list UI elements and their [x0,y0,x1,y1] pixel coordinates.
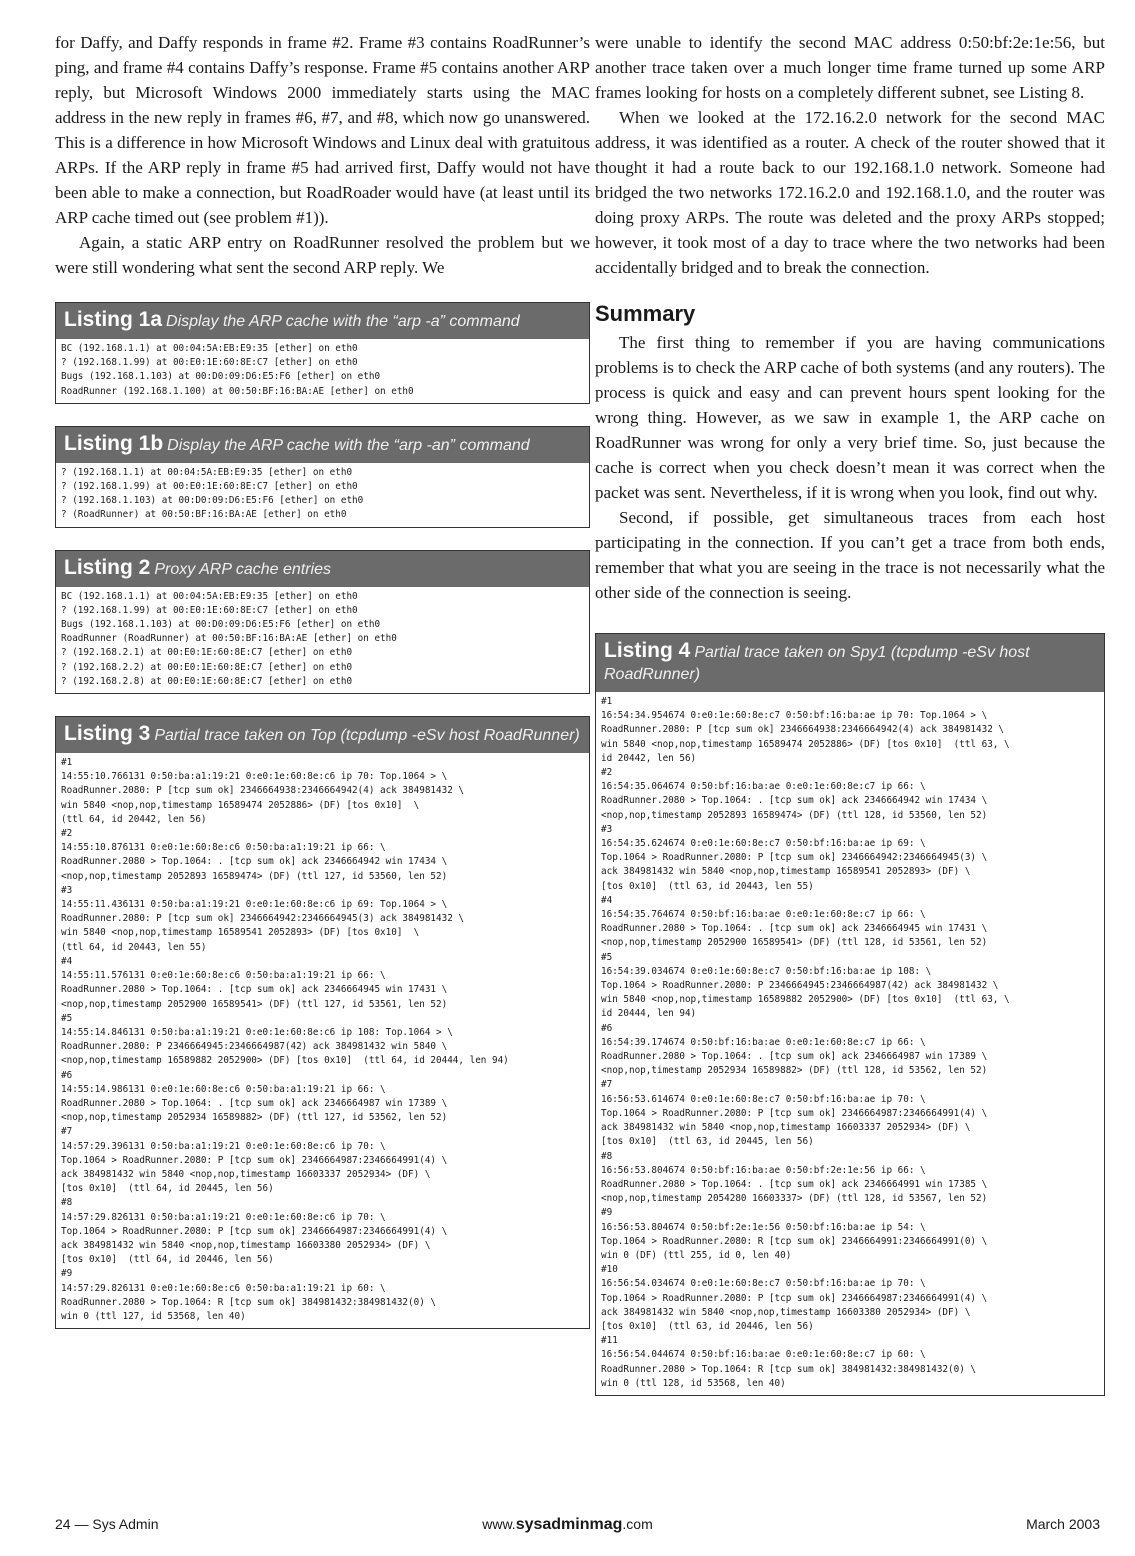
code-line: #6 [601,1022,613,1034]
code-line: 16:54:39.174674 0:50:bf:16:ba:ae 0:e0:1e:60:8e:c7 ip 66: \ [601,1036,926,1048]
code-line: RoadRunner.2080: P 2346664945:2346664987(42) ack 384981432 win 5840 \ [61,1041,448,1053]
code-line: <nop,nop,timestamp 2052934 16589882> (DF) (ttl 127, id 53562, len 52) [61,1112,448,1124]
code-line: #10 [601,1264,618,1276]
listing-number: Listing 3 [64,722,151,746]
code-line: 14:57:29.396131 0:50:ba:a1:19:21 0:e0:1e:60:8e:c6 ip 70: \ [61,1140,386,1152]
code-line: RoadRunner.2080 > Top.1064: R [tcp sum ok] 384981432:384981432(0) \ [601,1363,977,1375]
code-line: ? (192.168.2.2) at 00:E0:1E:60:8E:C7 [ether] on eth0 [61,661,353,673]
summary-heading: Summary [595,301,696,326]
code-line: Top.1064 > RoadRunner.2080: P [tcp sum ok] 2346664987:2346664991(4) \ [601,1107,988,1119]
listing-header [56,551,589,587]
right-column [595,30,1105,1396]
listing-code [56,587,589,693]
code-line: ack 384981432 win 5840 <nop,nop,timestamp 16603380 2052934> (DF) \ [601,1306,971,1318]
listing-1a [55,302,590,404]
code-line: #9 [601,1207,613,1219]
code-line: #5 [601,951,613,963]
code-line: ack 384981432 win 5840 <nop,nop,timestamp 16603380 2052934> (DF) \ [61,1239,431,1251]
listing-header [56,717,589,753]
code-line: #3 [601,823,613,835]
code-line: 14:55:11.436131 0:50:ba:a1:19:21 0:e0:1e:60:8e:c6 ip 69: Top.1064 > \ [61,899,448,911]
left-paragraph-2: Again, a static ARP entry on RoadRunner resolved the problem but we were still wondering what sent the second ARP reply. We [55,233,590,277]
code-line: #4 [601,894,613,906]
code-line: ? (RoadRunner) at 00:50:BF:16:BA:AE [ether] on eth0 [61,509,347,521]
right-paragraph-2: When we looked at the 172.16.2.0 network for the second MAC address, it was identified as a router. A check of the router showed that it thought it had a route back to our 192.168.1.0 network. Someone had bridged the two networks 172.16.2.0 and 192.168.1.0, and the router was doing proxy ARPs. The route was deleted and the proxy ARPs stopped; however, it took most of a day to trace where the two networks had been accidentally bridged and to break the connection. [595,108,1105,277]
code-line: #11 [601,1335,618,1347]
code-line: 16:54:35.064674 0:50:bf:16:ba:ae 0:e0:1e:60:8e:c7 ip 66: \ [601,781,926,793]
code-line: Top.1064 > RoadRunner.2080: P [tcp sum ok] 2346664987:2346664991(4) \ [61,1154,448,1166]
listing-code [56,463,589,527]
right-paragraph-1: were unable to identify the second MAC address 0:50:bf:2e:1e:56, but another trace taken over a much longer time frame turned up some ARP frames looking for hosts on a completely different subnet, see Listing 8. [595,33,1105,102]
code-line: Top.1064 > RoadRunner.2080: P [tcp sum ok] 2346664987:2346664991(4) \ [61,1225,448,1237]
code-line: 16:54:35.764674 0:50:bf:16:ba:ae 0:e0:1e:60:8e:c7 ip 66: \ [601,909,926,921]
listing-1b [55,426,590,528]
summary-paragraph-1: The first thing to remember if you are having communications problems is to check the ARP cache of both systems (and any routers). The process is quick and easy and can prevent hours spent looking for the wrong thing. However, as we saw in example 1, the ARP cache on RoadRunner was wrong for only a very brief time. So, just because the cache is correct when you check doesn’t mean it was correct when the packet was sent. Nevertheless, if it is wrong when you look, find out why. [595,333,1105,502]
listing-title: Display the ARP cache with the “arp -a” command [166,313,520,330]
code-line: <nop,nop,timestamp 2052893 16589474> (DF) (ttl 128, id 53560, len 52) [601,809,988,821]
code-line: Bugs (192.168.1.103) at 00:D0:09:D6:E5:F6 [ether] on eth0 [61,619,381,631]
code-line: RoadRunner.2080 > Top.1064: . [tcp sum ok] ack 2346664945 win 17431 \ [61,984,448,996]
code-line: Top.1064 > RoadRunner.2080: R [tcp sum ok] 2346664991:2346664991(0) \ [601,1235,988,1247]
code-line: win 0 (ttl 128, id 53568, len 40) [601,1377,786,1389]
code-line: RoadRunner.2080 > Top.1064: . [tcp sum ok] ack 2346664987 win 17389 \ [601,1051,988,1063]
code-line: RoadRunner.2080 > Top.1064: R [tcp sum ok] 384981432:384981432(0) \ [61,1296,437,1308]
code-line: 14:55:10.766131 0:50:ba:a1:19:21 0:e0:1e:60:8e:c6 ip 70: Top.1064 > \ [61,771,448,783]
code-line: 16:56:54.044674 0:50:bf:16:ba:ae 0:e0:1e:60:8e:c7 ip 60: \ [601,1349,926,1361]
code-line: <nop,nop,timestamp 2052934 16589882> (DF) (ttl 128, id 53562, len 52) [601,1065,988,1077]
code-line: [tos 0x10] (ttl 64, id 20446, len 56) [61,1254,274,1266]
listing-number: Listing 4 [604,639,691,662]
code-line: win 5840 <nop,nop,timestamp 16589541 2052893> (DF) [tos 0x10] \ [61,927,420,939]
code-line: 16:54:35.624674 0:e0:1e:60:8e:c7 0:50:bf:16:ba:ae ip 69: \ [601,838,926,850]
code-line: ack 384981432 win 5840 <nop,nop,timestamp 16589541 2052893> (DF) \ [601,866,971,878]
code-line: 16:56:54.034674 0:e0:1e:60:8e:c7 0:50:bf:16:ba:ae ip 70: \ [601,1278,926,1290]
code-line: ? (192.168.1.103) at 00:D0:09:D6:E5:F6 [ether] on eth0 [61,495,364,507]
code-line: (ttl 64, id 20443, len 55) [61,941,207,953]
listing-number: Listing 1a [64,308,163,331]
listing-number: Listing 2 [64,555,151,579]
code-line: RoadRunner.2080 > Top.1064: . [tcp sum ok] ack 2346664945 win 17431 \ [601,923,988,935]
code-line: [tos 0x10] (ttl 63, id 20445, len 56) [601,1136,814,1148]
code-line: win 5840 <nop,nop,timestamp 16589474 2052886> (DF) [tos 0x10] \ [61,799,420,811]
code-line: #7 [601,1079,613,1091]
code-line: ? (192.168.1.1) at 00:04:5A:EB:E9:35 [ether] on eth0 [61,466,353,478]
code-line: RoadRunner.2080 > Top.1064: . [tcp sum ok] ack 2346664942 win 17434 \ [601,795,988,807]
listing-title: Partial trace taken on Spy1 (tcpdump -eSv host RoadRunner) [604,644,1030,683]
listing-header [596,634,1104,692]
code-line: 16:54:34.954674 0:e0:1e:60:8e:c7 0:50:bf:16:ba:ae ip 70: Top.1064 > \ [601,710,988,722]
code-line: 16:56:53.804674 0:50:bf:16:ba:ae 0:50:bf:2e:1e:56 ip 66: \ [601,1164,926,1176]
code-line: 16:54:39.034674 0:e0:1e:60:8e:c7 0:50:bf:16:ba:ae ip 108: \ [601,965,932,977]
listing-title: Partial trace taken on Top (tcpdump -eSv host RoadRunner) [154,727,580,745]
code-line: <nop,nop,timestamp 2052893 16589474> (DF) (ttl 127, id 53560, len 52) [61,870,448,882]
code-line: #5 [61,1012,73,1024]
code-line: #2 [601,767,613,779]
footer-date: March 2003 [1026,1516,1100,1532]
code-line: [tos 0x10] (ttl 63, id 20443, len 55) [601,880,814,892]
code-line: [tos 0x10] (ttl 64, id 20445, len 56) [61,1183,274,1195]
code-line: win 0 (DF) (ttl 255, id 0, len 40) [601,1249,792,1261]
code-line: #8 [61,1197,73,1209]
listing-code [596,692,1104,1395]
code-line: ? (192.168.2.1) at 00:E0:1E:60:8E:C7 [ether] on eth0 [61,647,353,659]
left-column [55,30,590,1329]
listing-3 [55,716,590,1329]
code-line: Top.1064 > RoadRunner.2080: P 2346664945:2346664987(42) ack 384981432 \ [601,980,999,992]
code-line: 14:55:14.986131 0:e0:1e:60:8e:c6 0:50:ba:a1:19:21 ip 66: \ [61,1083,386,1095]
code-line: Bugs (192.168.1.103) at 00:D0:09:D6:E5:F6 [ether] on eth0 [61,371,381,383]
url-suffix: .com [622,1516,653,1532]
code-line: id 20442, len 56) [601,752,697,764]
code-line: [tos 0x10] (ttl 63, id 20446, len 56) [601,1320,814,1332]
code-line: BC (192.168.1.1) at 00:04:5A:EB:E9:35 [ether] on eth0 [61,590,358,602]
listing-code [56,339,589,403]
code-line: 14:55:14.846131 0:50:ba:a1:19:21 0:e0:1e:60:8e:c6 ip 108: Top.1064 > \ [61,1026,453,1038]
code-line: ? (192.168.1.99) at 00:E0:1E:60:8E:C7 [ether] on eth0 [61,357,358,369]
code-line: win 5840 <nop,nop,timestamp 16589474 2052886> (DF) [tos 0x10] (ttl 63, \ [601,738,1010,750]
code-line: #7 [61,1126,73,1138]
code-line: #4 [61,955,73,967]
code-line: #1 [601,696,613,707]
code-line: <nop,nop,timestamp 2054280 16603337> (DF) (ttl 128, id 53567, len 52) [601,1193,988,1205]
listing-4 [595,633,1105,1396]
code-line: (ttl 64, id 20442, len 56) [61,813,207,825]
code-line: ack 384981432 win 5840 <nop,nop,timestamp 16603337 2052934> (DF) \ [61,1168,431,1180]
code-line: #6 [61,1069,73,1081]
code-line: RoadRunner.2080 > Top.1064: . [tcp sum ok] ack 2346664987 win 17389 \ [61,1097,448,1109]
code-line: ? (192.168.2.8) at 00:E0:1E:60:8E:C7 [ether] on eth0 [61,675,353,687]
code-line: <nop,nop,timestamp 2052900 16589541> (DF) (ttl 127, id 53561, len 52) [61,998,448,1010]
listing-header [56,427,589,463]
code-line: RoadRunner.2080 > Top.1064: . [tcp sum ok] ack 2346664942 win 17434 \ [61,856,448,868]
code-line: RoadRunner.2080 > Top.1064: . [tcp sum ok] ack 2346664991 win 17385 \ [601,1178,988,1190]
code-line: Top.1064 > RoadRunner.2080: P [tcp sum ok] 2346664987:2346664991(4) \ [601,1292,988,1304]
listing-code [56,753,589,1328]
code-line: ? (192.168.1.99) at 00:E0:1E:60:8E:C7 [ether] on eth0 [61,481,358,493]
url-bold: sysadminmag [515,1516,623,1533]
code-line: RoadRunner.2080: P [tcp sum ok] 2346664938:2346664942(4) ack 384981432 \ [601,724,1004,736]
code-line: 14:57:29.826131 0:50:ba:a1:19:21 0:e0:1e:60:8e:c6 ip 70: \ [61,1211,386,1223]
code-line: RoadRunner (192.168.1.100) at 00:50:BF:16:BA:AE [ether] on eth0 [61,385,414,397]
summary-paragraph-2: Second, if possible, get simultaneous traces from each host participating in the connection. If you can’t get a trace from both ends, remember that what you are seeing in the trace is not necessarily what the other side of the connection is seeing. [595,508,1105,602]
code-line: #1 [61,757,73,769]
code-line: 16:56:53.804674 0:50:bf:2e:1e:56 0:50:bf:16:ba:ae ip 54: \ [601,1221,926,1233]
code-line: BC (192.168.1.1) at 00:04:5A:EB:E9:35 [ether] on eth0 [61,343,358,354]
code-line: id 20444, len 94) [601,1008,697,1020]
code-line: Top.1064 > RoadRunner.2080: P [tcp sum ok] 2346664942:2346664945(3) \ [601,852,988,864]
listing-2 [55,550,590,694]
code-line: 16:56:53.614674 0:e0:1e:60:8e:c7 0:50:bf:16:ba:ae ip 70: \ [601,1093,926,1105]
code-line: win 0 (ttl 127, id 53568, len 40) [61,1310,246,1322]
code-line: <nop,nop,timestamp 16589882 2052900> (DF) [tos 0x10] (ttl 64, id 20444, len 94) [61,1055,509,1067]
code-line: ? (192.168.1.99) at 00:E0:1E:60:8E:C7 [ether] on eth0 [61,604,358,616]
code-line: 14:55:11.576131 0:e0:1e:60:8e:c6 0:50:ba:a1:19:21 ip 66: \ [61,970,386,982]
code-line: <nop,nop,timestamp 2052900 16589541> (DF) (ttl 128, id 53561, len 52) [601,937,988,949]
listing-header [56,303,589,339]
code-line: RoadRunner.2080: P [tcp sum ok] 2346664938:2346664942(4) ack 384981432 \ [61,785,464,797]
code-line: #8 [601,1150,613,1162]
code-line: ack 384981432 win 5840 <nop,nop,timestamp 16603337 2052934> (DF) \ [601,1122,971,1134]
left-paragraph-1: for Daffy, and Daffy responds in frame #2. Frame #3 contains RoadRunner’s ping, and frame #4 contains Daffy’s response. Frame #5 contains another ARP reply, but Microsoft Windows 2000 immediately starts using the MAC address in the new reply in frames #6, #7, and #8, which now go unanswered. This is a difference in how Microsoft Windows and Linux deal with gratuitous ARPs. If the ARP reply in frame #5 had arrived first, Daffy would not have been able to make a connection, but RoadRoader would have (at least until its ARP cache timed out (see problem #1)). [55,33,590,227]
url-prefix: www. [482,1516,516,1532]
code-line: #9 [61,1268,73,1280]
code-line: RoadRunner (RoadRunner) at 00:50:BF:16:BA:AE [ether] on eth0 [61,633,397,645]
listing-title: Proxy ARP cache entries [154,560,332,578]
code-line: 14:55:10.876131 0:e0:1e:60:8e:c6 0:50:ba:a1:19:21 ip 66: \ [61,842,386,854]
code-line: #3 [61,884,73,896]
code-line: win 5840 <nop,nop,timestamp 16589882 2052900> (DF) [tos 0x10] (ttl 63, \ [601,994,1010,1006]
code-line: 14:57:29.826131 0:e0:1e:60:8e:c6 0:50:ba:a1:19:21 ip 60: \ [61,1282,386,1294]
footer-url [0,1516,1135,1534]
footer-page-number: 24 — Sys Admin [55,1516,159,1532]
code-line: RoadRunner.2080: P [tcp sum ok] 2346664942:2346664945(3) ack 384981432 \ [61,913,464,925]
listing-number: Listing 1b [64,431,164,455]
listing-title: Display the ARP cache with the “arp -an” command [167,436,530,454]
code-line: #2 [61,828,73,840]
